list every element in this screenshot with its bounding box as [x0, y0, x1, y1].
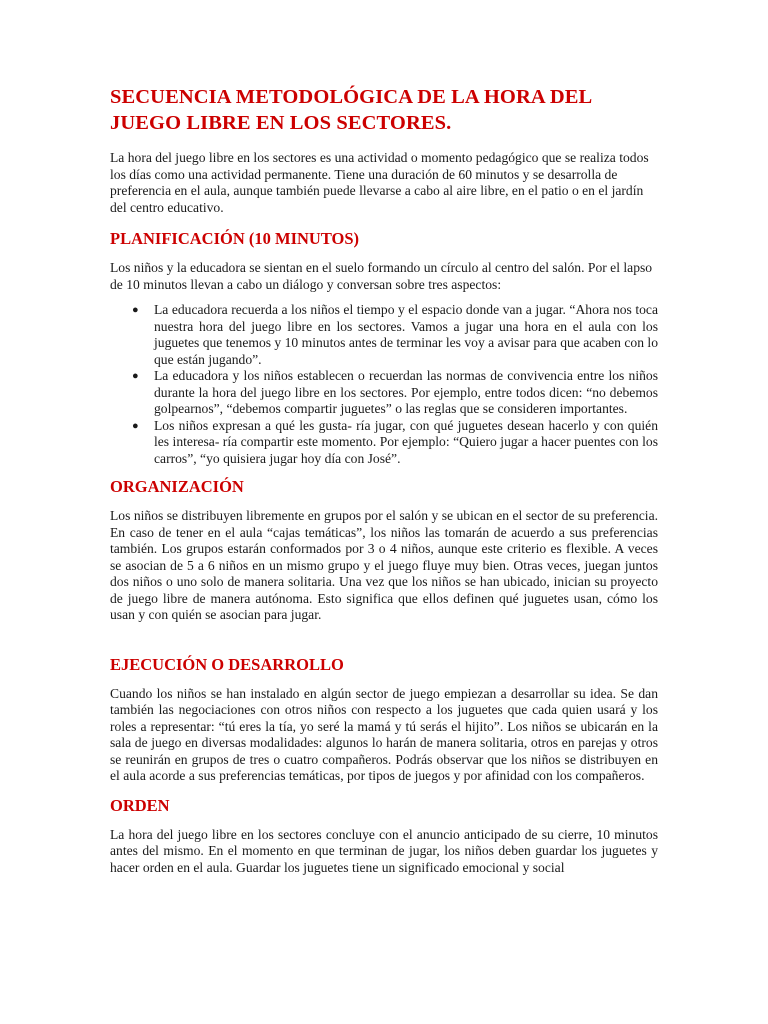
- document-title: SECUENCIA METODOLÓGICA DE LA HORA DEL JUEGO LIBRE EN LOS SECTORES.: [110, 86, 592, 134]
- list-item: [110, 368, 658, 418]
- heading-planificacion: PLANIFICACIÓN (10 MINUTOS): [110, 229, 360, 248]
- bullet-icon: ●: [132, 419, 139, 432]
- list-item-text: Los niños expresan a qué les gusta- ría jugar, con qué juguetes desean hacerlo y con quién les interesa- ría compartir este momento. Por ejemplo: “Quiero jugar a hacer puentes con los carros”, “yo quisiera jugar hoy día con José”.: [154, 417, 658, 466]
- bullet-icon: ●: [132, 370, 139, 382]
- orden-paragraph: La hora del juego libre en los sectores concluye con el anuncio anticipado de su cierre, 10 minutos antes del mismo. En el momento en que terminan de jugar, los niños deben guardar los juguetes y hacer orden en el aula. Guardar los juguetes tiene un significado emocional y social: [110, 826, 658, 875]
- list-item: [110, 302, 658, 368]
- list-item-text: La educadora y los niños establecen o recuerdan las normas de convivencia entre los niños durante la hora del juego libre en los sectores. Por ejemplo, entre todos dicen: “no debemos golpearnos”, “debemos compartir juguetes” o las reglas que se consideren importantes.: [154, 368, 658, 416]
- planificacion-paragraph: Los niños y la educadora se sientan en el suelo formando un círculo al centro del salón. Por el lapso de 10 minutos llevan a cabo un diálogo y conversan sobre tres aspectos:: [110, 260, 653, 292]
- ejecucion-paragraph: Cuando los niños se han instalado en algún sector de juego empiezan a desarrollar su idea. Se dan también las negociaciones con otros niños con respecto a los juguetes que cada quien usará y los roles a representar: “tú eres la tía, yo seré la mamá y tú serás el hijito”. Los niños se ubicarán en la sala de juego en diversas modalidades: algunos lo harán de manera solitaria, otros en parejas y otros se reunirán en grupos de tres o cuatro compañeros. Podrás observar que los niños se distribuyen en el aula acorde a sus preferencias temáticas, por tipos de juegos y por afinidad con los compañeros.: [110, 685, 658, 783]
- heading-ejecucion: EJECUCIÓN O DESARROLLO: [110, 654, 344, 674]
- bullet-icon: ●: [132, 304, 139, 316]
- intro-paragraph: La hora del juego libre en los sectores es una actividad o momento pedagógico que se realiza todos los días como una actividad permanente. Tiene una duración de 60 minutos y se desarrolla de preferencia en el aula, aunque también puede llevarse a cabo al aire libre, en el patio o en el jardín del centro educativo.: [110, 150, 649, 215]
- document-page: [110, 84, 658, 876]
- heading-orden: ORDEN: [110, 795, 170, 815]
- organizacion-paragraph: Los niños se distribuyen libremente en grupos por el salón y se ubican en el sector de su preferencia. En caso de tener en el aula “cajas temáticas”, los niños las tomarán de acuerdo a sus preferencias también. Los grupos estarán conformados por 3 o 4 niños, aunque este criterio es flexible. A veces se asocian de 5 a 6 niños en un mismo grupo y el juego fluye muy bien. Otras veces, juegan juntos dos niños o uno solo de manera solitaria. Una vez que los niños se han ubicado, inician su proyecto de juego libre de manera autónoma. Esto significa que ellos definen qué juguetes usan, cómo los usan y con quién se asocian para jugar.: [110, 508, 658, 622]
- heading-organizacion: ORGANIZACIÓN: [110, 477, 244, 496]
- list-item-text: La educadora recuerda a los niños el tiempo y el espacio donde van a jugar. “Ahora nos toca nuestra hora del juego libre en los sectores. Vamos a jugar una hora en el aula con los juguetes que tenemos y 10 minutos antes de terminar les voy a avisar para que acaben con lo que están jugando”.: [154, 302, 658, 367]
- list-item: [110, 418, 658, 468]
- planificacion-list: [110, 302, 658, 467]
